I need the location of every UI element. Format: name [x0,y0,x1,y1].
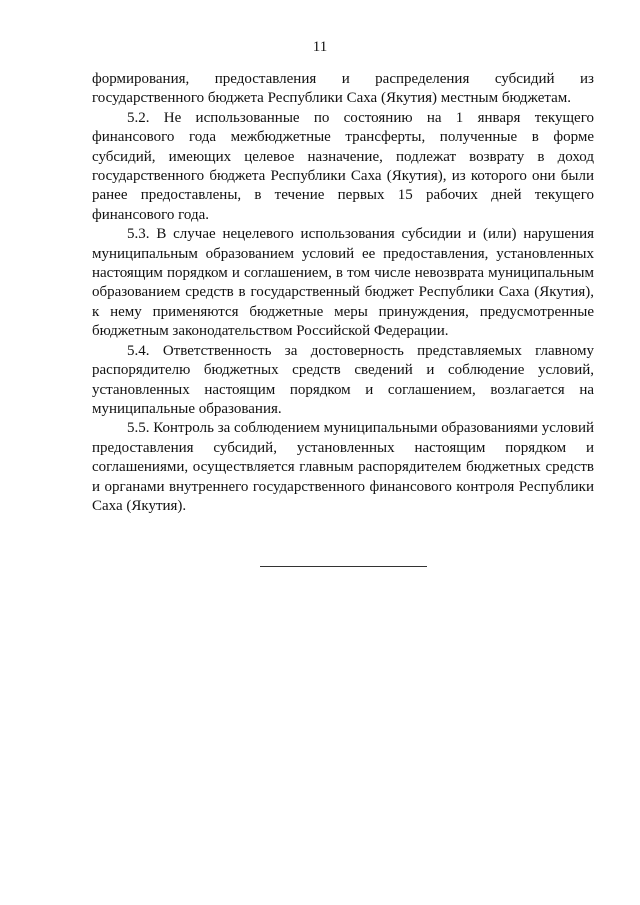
paragraph-5-3: 5.3. В случае нецелевого использования субсидии и (или) нарушения муниципальным образованием условий ее предоставления, установленных настоящим порядком и соглашением, в том числе невозврата муниципальным образованием средств в государственный бюджет Республики Саха (Якутия), к нему применяются бюджетные меры принуждения, предусмотренные бюджетным законодательством Российской Федерации. [92,226,594,340]
paragraph-continuation: формирования, предоставления и распределения субсидий из государственного бюджета Республики Саха (Якутия) местным бюджетам. [92,71,594,107]
paragraph-5-4: 5.4. Ответственность за достоверность представляемых главному распорядителю бюджетных средств сведений и соблюдение условий, установленных настоящим порядком и соглашением, возлагается на муниципальные образования. [92,342,594,417]
end-of-document-divider [260,566,427,567]
paragraph-5-5: 5.5. Контроль за соблюдением муниципальными образованиями условий предоставления субсидий, установленных настоящим порядком и соглашениями, осуществляется главным распорядителем бюджетных средств и органами внутреннего государственного финансового контроля Республики Саха (Якутия). [92,420,594,514]
page-number: 11 [312,39,328,55]
document-body [92,70,594,516]
paragraph-5-2: 5.2. Не использованные по состоянию на 1 января текущего финансового года межбюджетные трансферты, полученные в форме субсидий, имеющих целевое назначение, подлежат возврату в доход государственного бюджета Республики Саха (Якутия), из которого они были ранее предоставлены, в течение первых 15 рабочих дней текущего финансового года. [92,109,594,223]
